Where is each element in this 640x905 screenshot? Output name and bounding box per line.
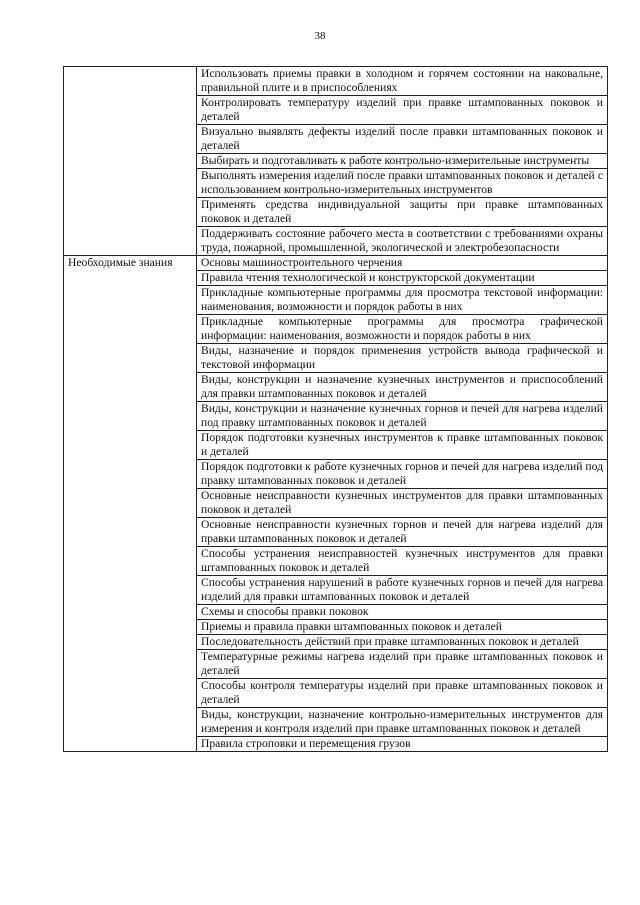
knowledge-text: Порядок подготовки к работе кузнечных горнов и печей для нагрева изделий под правку штампованных поковок и деталей [201, 460, 603, 487]
knowledge-cell [197, 256, 608, 271]
skill-cell [197, 96, 608, 125]
table-row [64, 67, 608, 96]
knowledge-cell [197, 708, 608, 737]
knowledge-text: Прикладные компьютерные программы для просмотра графической информации: наименования, возможности и порядок работы в них [201, 315, 603, 342]
skill-cell [197, 169, 608, 198]
skill-text: Выполнять измерения изделий после правки штампованных поковок и деталей с использованием контрольно-измерительных инструментов [201, 169, 603, 196]
skill-text: Поддерживать состояние рабочего места в соответствии с требованиями охраны труда, пожарной, промышленной, экологической и электробезопасности [201, 227, 603, 254]
knowledge-cell [197, 547, 608, 576]
knowledge-text: Виды, назначение и порядок применения устройств вывода графической и текстовой информации [201, 344, 603, 371]
skill-text: Использовать приемы правки в холодном и горячем состоянии на наковальне, правильной плите и в приспособлениях [201, 67, 603, 94]
skill-text: Визуально выявлять дефекты изделий после правки штампованных поковок и деталей [201, 125, 603, 152]
knowledge-text: Способы контроля температуры изделий при правке штампованных поковок и деталей [201, 679, 603, 706]
requirements-table [63, 66, 608, 752]
page-number: 38 [314, 30, 326, 42]
knowledge-text: Правила чтения технологической и конструкторской документации [201, 271, 535, 284]
knowledge-cell [197, 271, 608, 286]
knowledge-cell [197, 518, 608, 547]
skill-cell [197, 67, 608, 96]
knowledge-cell [197, 650, 608, 679]
knowledge-text: Прикладные компьютерные программы для просмотра текстовой информации: наименования, возможности и порядок работы в них [201, 286, 603, 313]
skill-text: Применять средства индивидуальной защиты при правке штампованных поковок и деталей [201, 198, 603, 225]
knowledge-cell [197, 373, 608, 402]
knowledge-text: Основные неисправности кузнечных инструментов для правки штампованных поковок и деталей [201, 489, 603, 516]
knowledge-cell [197, 489, 608, 518]
knowledge-cell [197, 576, 608, 605]
knowledge-text: Способы устранения нарушений в работе кузнечных горнов и печей для нагрева изделий для правки штампованных поковок и деталей [201, 576, 603, 603]
knowledge-text: Последовательность действий при правке штампованных поковок и деталей [201, 635, 579, 648]
knowledge-text: Порядок подготовки кузнечных инструментов к правке штампованных поковок и деталей [201, 431, 603, 458]
knowledge-label-cell [64, 256, 197, 752]
knowledge-label: Необходимые знания [68, 256, 173, 269]
knowledge-cell [197, 315, 608, 344]
knowledge-cell [197, 344, 608, 373]
knowledge-text: Схемы и способы правки поковок [201, 605, 369, 618]
knowledge-cell [197, 286, 608, 315]
skills-label-cell [64, 67, 197, 256]
skill-text: Выбирать и подготавливать к работе контрольно-измерительные инструменты [201, 154, 590, 167]
knowledge-text: Виды, конструкции и назначение кузнечных горнов и печей для нагрева изделий под правку штампованных поковок и деталей [201, 402, 603, 429]
table-row [64, 256, 608, 271]
knowledge-cell [197, 605, 608, 620]
skill-cell [197, 154, 608, 169]
knowledge-text: Температурные режимы нагрева изделий при правке штампованных поковок и деталей [201, 650, 603, 677]
knowledge-text: Основные неисправности кузнечных горнов и печей для нагрева изделий для правки штампованных поковок и деталей [201, 518, 603, 545]
knowledge-cell [197, 679, 608, 708]
skill-cell [197, 227, 608, 256]
knowledge-cell [197, 431, 608, 460]
knowledge-cell [197, 635, 608, 650]
knowledge-cell [197, 737, 608, 752]
knowledge-text: Способы устранения неисправностей кузнечных инструментов для правки штампованных поковок и деталей [201, 547, 603, 574]
knowledge-cell [197, 402, 608, 431]
knowledge-cell [197, 620, 608, 635]
knowledge-text: Виды, конструкции и назначение кузнечных инструментов и приспособлений для правки штампованных поковок и деталей [201, 373, 603, 400]
knowledge-text: Приемы и правила правки штампованных поковок и деталей [201, 620, 502, 633]
skill-text: Контролировать температуру изделий при правке штампованных поковок и деталей [201, 96, 603, 123]
skill-cell [197, 125, 608, 154]
knowledge-text: Основы машиностроительного черчения [201, 256, 403, 269]
knowledge-cell [197, 460, 608, 489]
knowledge-text: Виды, конструкции, назначение контрольно-измерительных инструментов для измерения и контроля изделий при правке штампованных поковок и деталей [201, 708, 603, 735]
knowledge-text: Правила строповки и перемещения грузов [201, 737, 411, 750]
skill-cell [197, 198, 608, 227]
